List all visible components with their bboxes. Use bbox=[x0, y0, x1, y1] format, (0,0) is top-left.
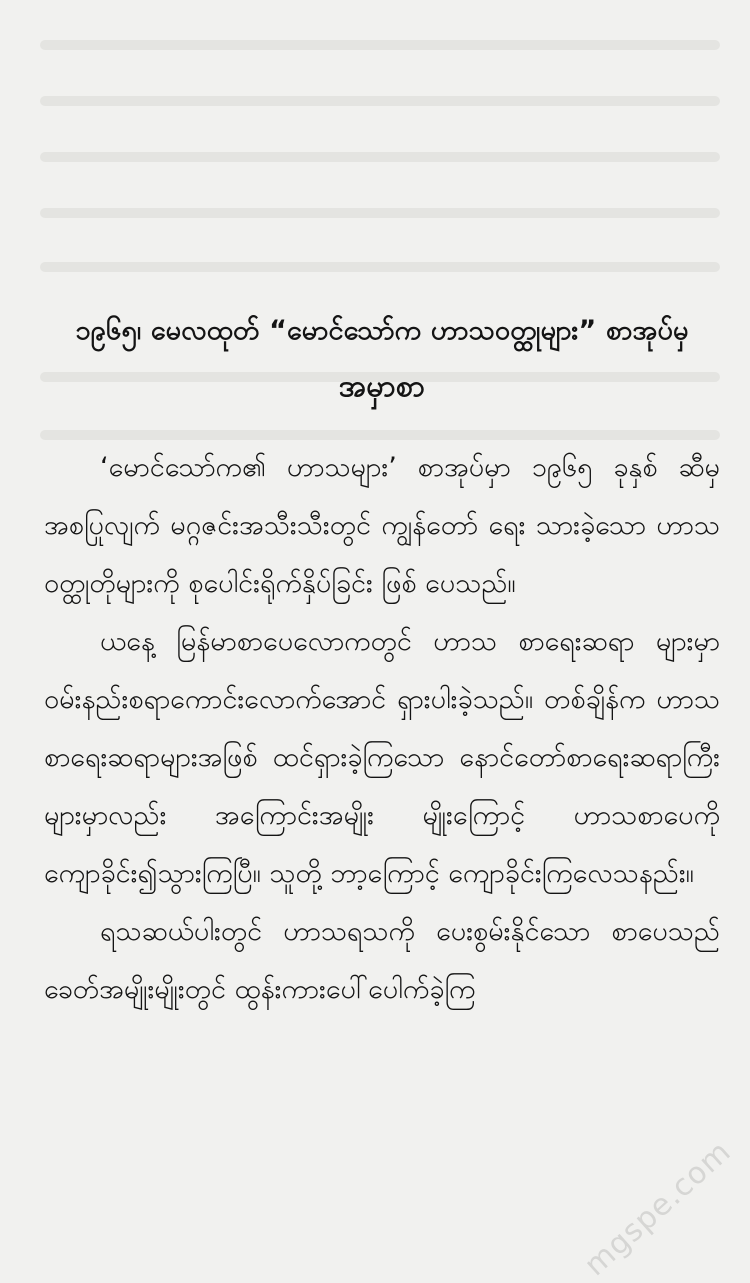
paragraph: ရသဆယ်ပါးတွင် ဟာသရသကို ပေးစွမ်းနိုင်သော စာပေသည် ခေတ်အမျိုးမျိုးတွင် ထွန်းကားပေါ်ပေါက်ခဲ့ကြ bbox=[44, 916, 720, 1005]
bleed-line bbox=[40, 262, 720, 272]
bleed-line bbox=[40, 96, 720, 106]
watermark: mgspe.com bbox=[577, 1133, 738, 1283]
section-title: အမှာစာ bbox=[338, 369, 426, 404]
document-page bbox=[44, 305, 720, 1019]
bleed-line bbox=[40, 40, 720, 50]
paragraph: ယနေ့ မြန်မာစာပေလောကတွင် ဟာသ စာရေးဆရာ များမှာ ဝမ်းနည်းစရာကောင်းလောက်အောင် ရှားပါးခဲ့သည်။ တစ်ချိန်က ဟာသစာရေးဆရာများအဖြစ် ထင်ရှားခဲ့ကြသော နောင်တော်စာရေးဆရာကြီးများမှာလည်း အကြောင်းအမျိုး မျိုးကြောင့် ဟာသစာပေကို ကျောခိုင်း၍သွားကြပြီ။ သူတို့ ဘာ့ကြောင့် ကျောခိုင်းကြလေသနည်း။ bbox=[44, 626, 720, 889]
bleed-line bbox=[40, 152, 720, 162]
bleed-line bbox=[40, 208, 720, 218]
paragraph: ‘မောင်သော်က၏ ဟာသများ’ စာအုပ်မှာ ၁၉၆၅ ခုနှစ် ဆီမှ အစပြုလျက် မဂ္ဂဇင်းအသီးသီးတွင် ကျွန်တော် ရေး သားခဲ့သော ဟာသဝတ္ထုတိုများကို စုပေါင်းရိုက်နှိပ်ခြင်း ဖြစ် ပေသည်။ bbox=[44, 452, 720, 599]
page-title: ၁၉၆၅၊ မေလထုတ် “မောင်သော်က ဟာသဝတ္ထုများ” စာအုပ်မှ bbox=[75, 315, 689, 346]
